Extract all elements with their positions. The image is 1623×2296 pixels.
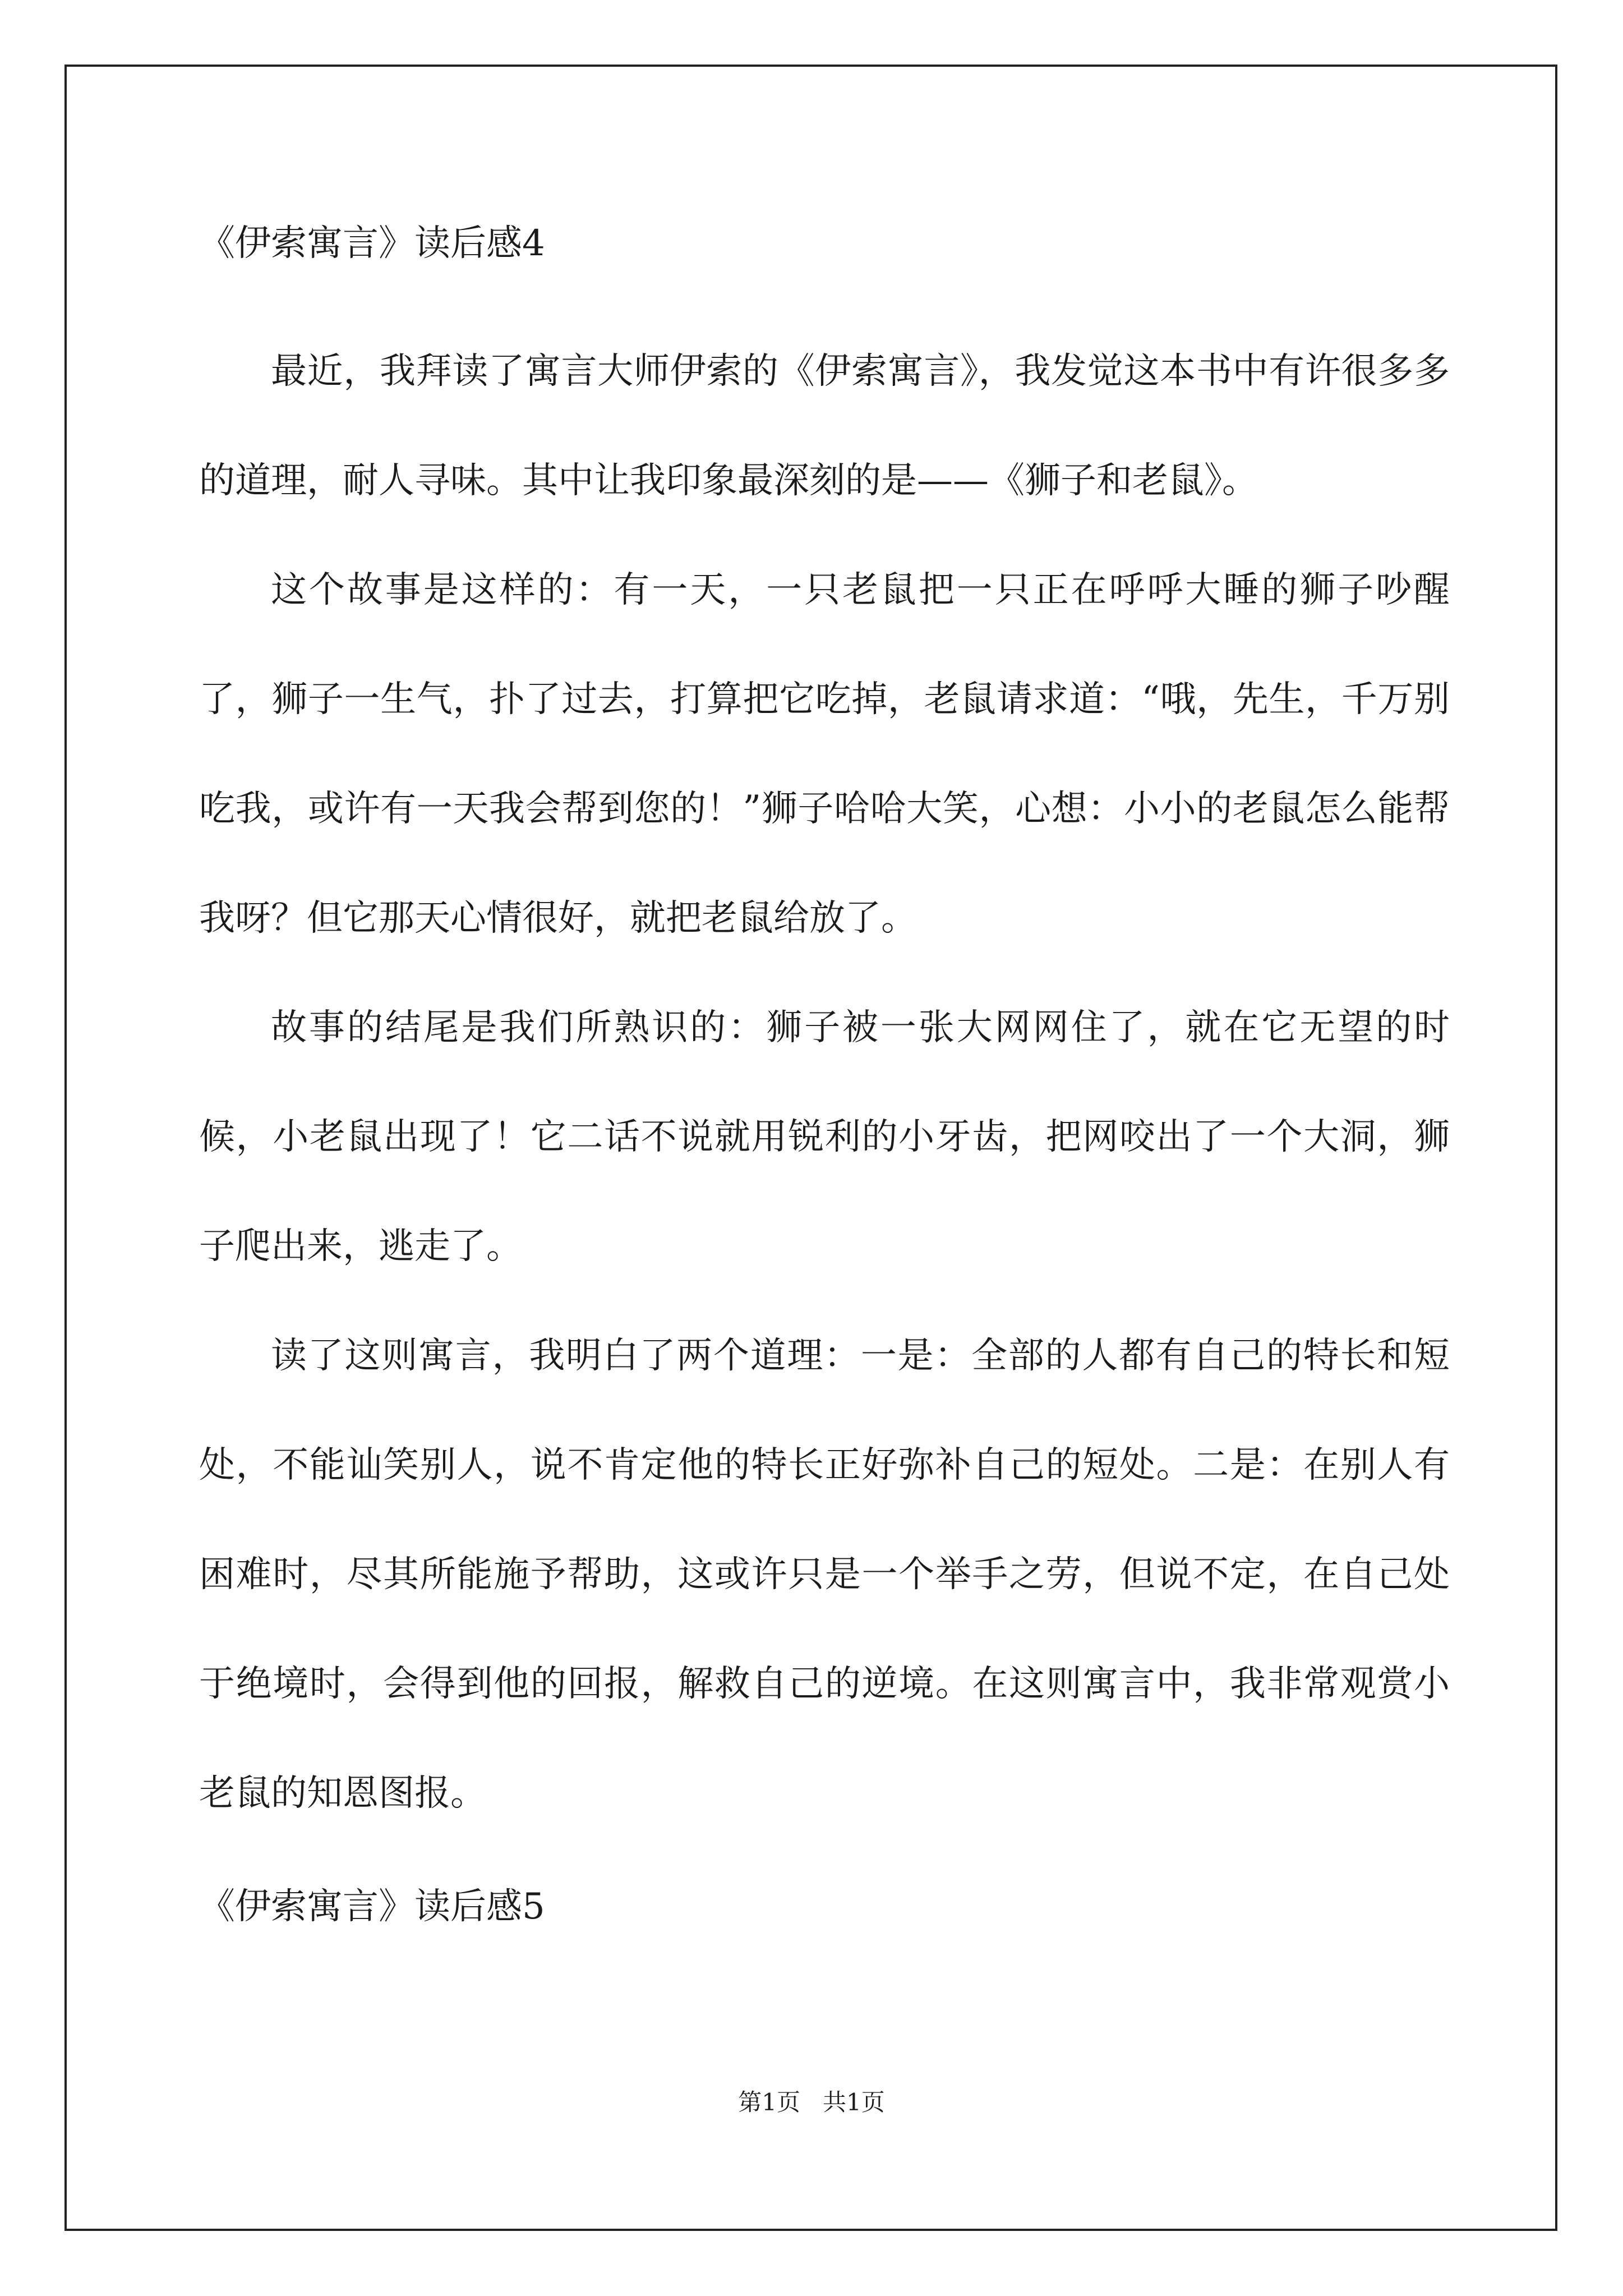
page-number-footer: 第1页 共1页 xyxy=(738,2088,885,2116)
paragraph: 故事的结尾是我们所熟识的：狮子被一张大网网住了，就在它无望的时候，小老鼠出现了！它二话不说就用锐利的小牙齿，把网咬出了一个大洞，狮子爬出来，逃走了。 xyxy=(199,1007,1450,1267)
paragraph: 这个故事是这样的：有一天，一只老鼠把一只正在呼呼大睡的狮子吵醒了，狮子一生气，扑了过去，打算把它吃掉，老鼠请求道：“哦，先生，千万别吃我，或许有一天我会帮到您的！”狮子哈哈大笑，心想：小小的老鼠怎么能帮我呀？但它那天心情很好，就把老鼠给放了。 xyxy=(199,569,1450,939)
document-body xyxy=(199,208,1450,1943)
section-heading: 《伊索寓言》读后感4 xyxy=(199,223,545,264)
section-heading: 《伊索寓言》读后感5 xyxy=(199,1886,545,1927)
paragraph: 读了这则寓言，我明白了两个道理：一是：全部的人都有自己的特长和短处，不能讪笑别人，说不肯定他的特长正好弥补自己的短处。二是：在别人有困难时，尽其所能施予帮助，这或许只是一个举手之劳，但说不定，在自己处于绝境时，会得到他的回报，解救自己的逆境。在这则寓言中，我非常观赏小老鼠的知恩图报。 xyxy=(199,1335,1450,1814)
paragraph: 最近，我拜读了寓言大师伊索的《伊索寓言》，我发觉这本书中有许很多多的道理，耐人寻味。其中让我印象最深刻的是——《狮子和老鼠》。 xyxy=(199,351,1450,501)
